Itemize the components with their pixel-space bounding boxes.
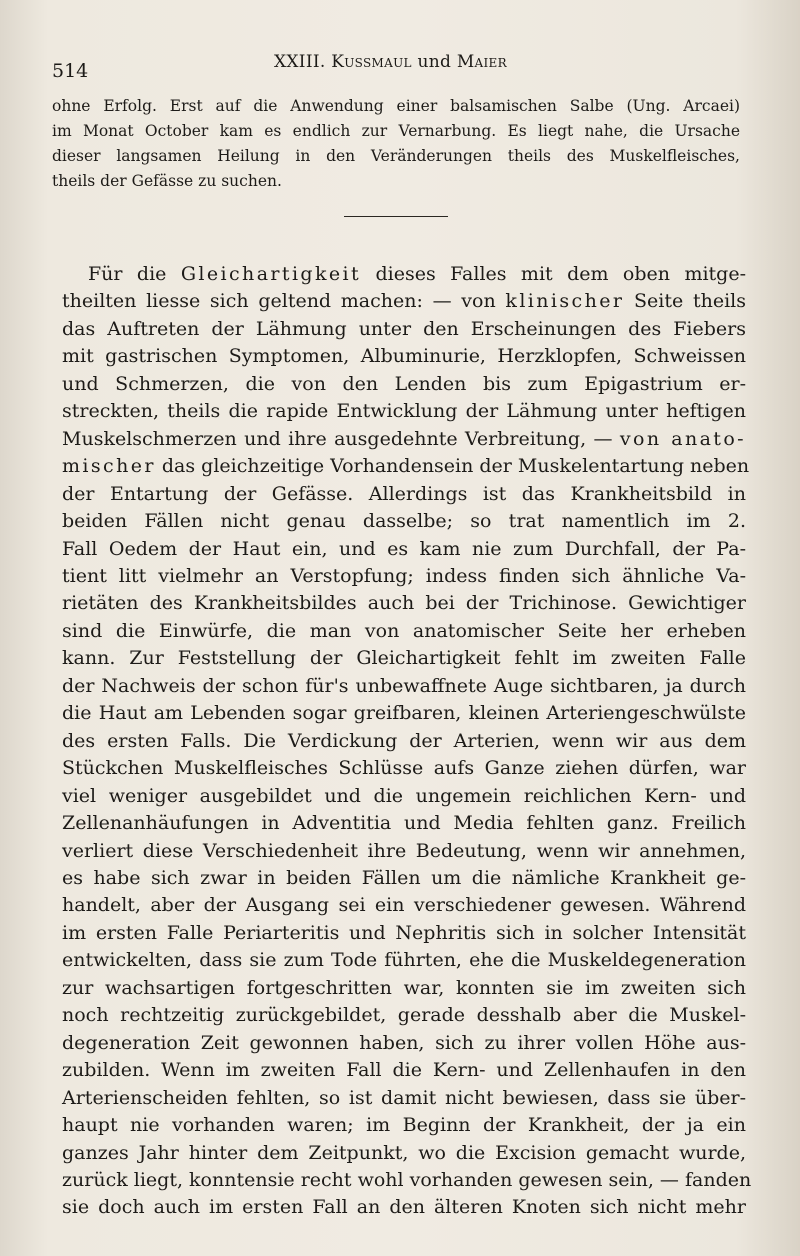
text-line: degeneration Zeit gewonnen haben, sich zu ihrer vollen Höhe aus-: [62, 1031, 746, 1054]
text-line: verliert diese Verschiedenheit ihre Bedeutung, wenn wir annehmen,: [62, 839, 746, 862]
text-line: sind die Einwürfe, die man von anatomischer Seite her erheben: [62, 619, 746, 642]
running-head-conjunction: und: [411, 52, 457, 72]
text-line: zurück liegt, konntensie recht wohl vorhanden gewesen sein, — fanden: [62, 1168, 752, 1191]
emphasis-klinischer: klinischer: [505, 290, 625, 313]
text-line: noch rechtzeitig zurückgebildet, gerade desshalb aber die Muskel-: [62, 1004, 746, 1027]
text-line: zur wachsartigen fortgeschritten war, konnten sie im zweiten sich: [62, 976, 746, 999]
text-line: Zellenanhäufungen in Adventitia und Media fehlten ganz. Freilich: [62, 812, 746, 835]
text-run: das gleichzeitige Vorhandensein der Muskelentartung neben: [155, 455, 750, 478]
text-line: tient litt vielmehr an Verstopfung; indess finden sich ähnliche Va-: [62, 564, 746, 587]
text-line: der Nachweis der schon für's unbewaffnete Auge sichtbaren, ja durch: [62, 674, 746, 697]
text-line: rietäten des Krankheitsbildes auch bei der Trichinose. Gewichtiger: [62, 592, 746, 615]
text-run: theilten liesse sich geltend machen: — von: [62, 290, 506, 313]
text-line: das Auftreten der Lähmung unter den Erscheinungen des Fiebers: [62, 317, 746, 340]
page-number: 514: [52, 60, 89, 82]
running-head-chapter: XXIII.: [274, 52, 332, 72]
text-line: mit gastrischen Symptomen, Albuminurie, Herzklopfen, Schweissen: [62, 345, 746, 368]
footnote-line: im Monat October kam es endlich zur Vernarbung. Es liegt nahe, die Ursache: [52, 122, 740, 140]
footnote-line: theils der Gefässe zu suchen.: [52, 172, 282, 190]
emphasis-mischer: mischer: [62, 455, 156, 478]
footnote-line: dieser langsamen Heilung in den Veränderungen theils des Muskelfleisches,: [52, 147, 740, 165]
footnote-line: ohne Erfolg. Erst auf die Anwendung einer balsamischen Salbe (Ung. Arcaei): [52, 97, 740, 115]
text-line: kann. Zur Feststellung der Gleichartigkeit fehlt im zweiten Falle: [62, 647, 746, 670]
page-header: [52, 50, 752, 80]
text-line: Arterienscheiden fehlten, so ist damit nicht bewiesen, dass sie über-: [62, 1086, 746, 1109]
text-line: des ersten Falls. Die Verdickung der Arterien, wenn wir aus dem: [62, 729, 746, 752]
text-line: [62, 261, 746, 288]
text-line: im ersten Falle Periarteritis und Nephritis sich in solcher Intensität: [62, 921, 746, 944]
text-line: [62, 453, 750, 480]
running-head-author1: Kussmaul: [331, 52, 412, 72]
text-run: Für die: [88, 263, 181, 285]
text-line: viel weniger ausgebildet und die ungemein reichlichen Kern- und: [62, 784, 746, 807]
text-line: Fall Oedem der Haut ein, und es kam nie zum Durchfall, der Pa-: [62, 537, 746, 560]
text-line: die Haut am Lebenden sogar greifbaren, kleinen Arteriengeschwülste: [62, 702, 746, 725]
text-run: Seite theils: [624, 290, 746, 313]
text-line: haupt nie vorhanden waren; im Beginn der Krankheit, der ja ein: [62, 1114, 746, 1137]
main-paragraph: [62, 261, 752, 1222]
section-divider: [344, 216, 448, 217]
text-line: es habe sich zwar in beiden Fällen um die nämliche Krankheit ge-: [62, 866, 746, 889]
text-line: [62, 288, 746, 315]
text-line: zubilden. Wenn im zweiten Fall die Kern- und Zellenhaufen in den: [62, 1059, 746, 1082]
footnote-block: [52, 94, 740, 194]
text-line: und Schmerzen, die von den Lenden bis zum Epigastrium er-: [62, 372, 746, 395]
text-line: entwickelten, dass sie zum Tode führten, ehe die Muskeldegeneration: [62, 949, 746, 972]
text-line: streckten, theils die rapide Entwicklung der Lähmung unter heftigen: [62, 400, 746, 423]
text-run: Muskelschmerzen und ihre ausgedehnte Verbreitung, —: [62, 427, 620, 450]
emphasis-gleichartigkeit: Gleichartigkeit: [180, 263, 362, 285]
text-line: [62, 426, 746, 453]
text-line: Stückchen Muskelfleisches Schlüsse aufs Ganze ziehen dürfen, war: [62, 757, 746, 780]
running-head: [274, 52, 507, 72]
emphasis-anatomischer: von anato-: [619, 427, 746, 450]
running-head-author2: Maier: [456, 52, 507, 72]
text-line: beiden Fällen nicht genau dasselbe; so trat namentlich im 2.: [62, 510, 746, 533]
text-line: sie doch auch im ersten Fall an den älteren Knoten sich nicht mehr: [62, 1196, 746, 1219]
text-line: handelt, aber der Ausgang sei ein verschiedener gewesen. Während: [62, 894, 746, 917]
text-run: dieses Falles mit dem oben mitge-: [361, 263, 746, 285]
text-line: ganzes Jahr hinter dem Zeitpunkt, wo die Excision gemacht wurde,: [62, 1141, 746, 1164]
text-line: der Entartung der Gefässe. Allerdings ist das Krankheitsbild in: [62, 482, 746, 505]
